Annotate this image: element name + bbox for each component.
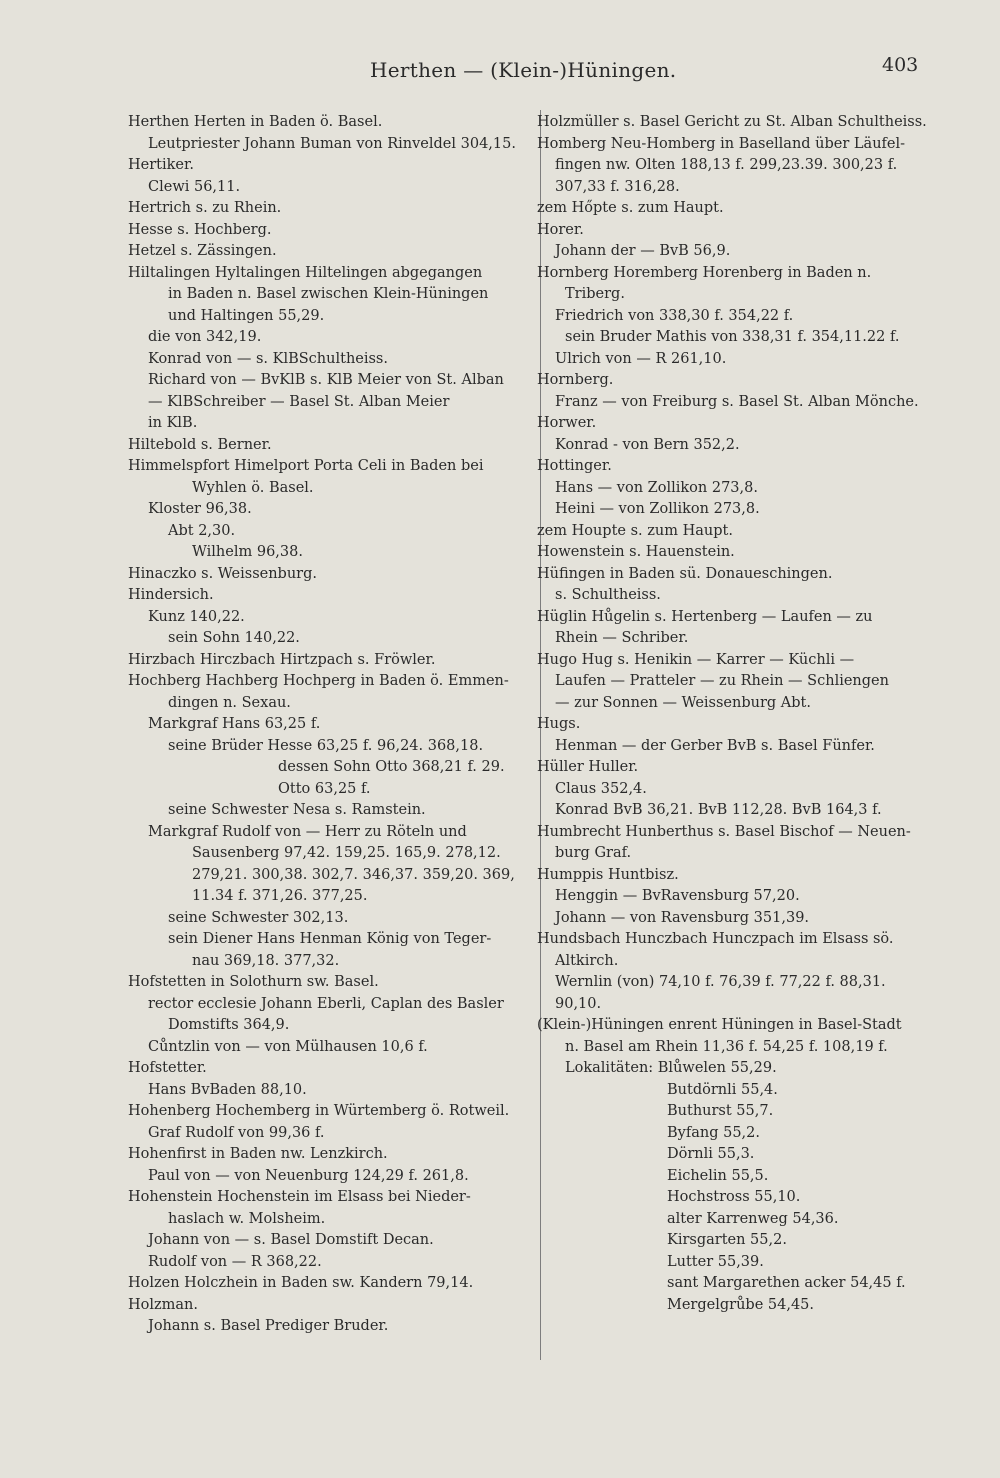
- page-number: 403: [882, 54, 919, 76]
- running-header: [0, 54, 1000, 90]
- index-subentry: 90,10.: [555, 995, 602, 1012]
- index-subentry: Markgraf Rudolf von — Herr zu Röteln und: [148, 823, 467, 840]
- index-subentry: Konrad von — s. KlBSchultheiss.: [148, 350, 388, 367]
- index-subentry: s. Schultheiss.: [555, 587, 661, 603]
- index-subentry: Buthurst 55,7.: [667, 1103, 774, 1119]
- index-subentry: sant Margarethen acker 54,45 f.: [667, 1275, 906, 1291]
- index-subentry: Hans — von Zollikon 273,8.: [555, 479, 758, 496]
- index-subentry: Dörnli 55,3.: [667, 1146, 755, 1162]
- index-subentry: Konrad BvB 36,21. BvB 112,28. BvB 164,3 f.: [555, 802, 882, 818]
- index-subentry: alter Karrenweg 54,36.: [667, 1210, 839, 1227]
- index-entry: Hüller Huller.: [537, 759, 639, 775]
- index-subentry: Domstifts 364,9.: [168, 1017, 290, 1033]
- index-entry: Hugs.: [537, 716, 581, 732]
- index-entry: Hornberg.: [537, 372, 614, 388]
- index-subentry: Rhein — Schriber.: [555, 630, 689, 646]
- index-subentry: — zur Sonnen — Weissenburg Abt.: [555, 694, 811, 711]
- index-subentry: seine Brüder Hesse 63,25 f. 96,24. 368,18.: [168, 737, 484, 754]
- index-subentry: Clewi 56,11.: [148, 178, 241, 195]
- index-subentry: haslach w. Molsheim.: [168, 1210, 326, 1227]
- index-subentry: dingen n. Sexau.: [168, 694, 291, 711]
- index-subentry: 279,21. 300,38. 302,7. 346,37. 359,20. 369,: [192, 866, 515, 883]
- index-subentry: burg Graf.: [555, 845, 632, 861]
- index-subentry: sein Sohn 140,22.: [168, 630, 300, 646]
- index-subentry: die von 342,19.: [148, 329, 262, 345]
- index-entry: Himmelspfort Himelport Porta Celi in Baden bei: [128, 458, 484, 474]
- index-subentry: n. Basel am Rhein 11,36 f. 54,25 f. 108,19 f.: [565, 1038, 888, 1055]
- index-subentry: Johann von — s. Basel Domstift Decan.: [148, 1232, 434, 1248]
- index-subentry: seine Schwester 302,13.: [168, 909, 349, 926]
- index-entry: Hohenstein Hochenstein im Elsass bei Nieder-: [128, 1189, 471, 1205]
- right-column: [537, 112, 935, 1316]
- index-subentry: Altkirch.: [555, 952, 619, 969]
- index-subentry: sein Diener Hans Henman König von Teger-: [168, 931, 492, 947]
- index-subentry: fingen nw. Olten 188,13 f. 299,23.39. 300,23 f.: [555, 157, 898, 173]
- index-subentry: Laufen — Pratteler — zu Rhein — Schliengen: [555, 673, 889, 689]
- index-subentry: 11.34 f. 371,26. 377,25.: [192, 888, 368, 904]
- index-entry: Hesse s. Hochberg.: [128, 221, 272, 238]
- index-entry: Hüglin Hůgelin s. Hertenberg — Laufen — zu: [537, 608, 873, 625]
- index-subentry: Graf Rudolf von 99,36 f.: [148, 1124, 325, 1141]
- index-subentry: Sausenberg 97,42. 159,25. 165,9. 278,12.: [192, 845, 501, 861]
- index-subentry: — KlBSchreiber — Basel St. Alban Meier: [148, 393, 450, 410]
- index-entry: Hugo Hug s. Henikin — Karrer — Küchli —: [537, 651, 855, 668]
- index-entry: Herthen Herten in Baden ö. Basel.: [128, 114, 383, 130]
- index-subentry: Hans BvBaden 88,10.: [148, 1081, 307, 1098]
- index-subentry: in Baden n. Basel zwischen Klein-Hüningen: [168, 286, 489, 302]
- index-subentry: Wyhlen ö. Basel.: [192, 479, 314, 496]
- index-subentry: Kloster 96,38.: [148, 501, 252, 517]
- index-subentry: Leutpriester Johann Buman von Rinveldel 304,15.: [148, 135, 516, 152]
- index-subentry: Cůntzlin von — von Mülhausen 10,6 f.: [148, 1038, 428, 1055]
- index-entry: Hornberg Horemberg Horenberg in Baden n.: [537, 264, 872, 281]
- index-subentry: Kunz 140,22.: [148, 608, 245, 625]
- index-subentry: Triberg.: [565, 286, 625, 302]
- index-subentry: Eichelin 55,5.: [667, 1167, 769, 1184]
- index-entry: Hirzbach Hirczbach Hirtzpach s. Fröwler.: [128, 651, 436, 668]
- index-subentry: 307,33 f. 316,28.: [555, 178, 680, 195]
- index-subentry: Ulrich von — R 261,10.: [555, 350, 727, 367]
- index-entry: Hüfingen in Baden sü. Donaueschingen.: [537, 565, 833, 582]
- index-subentry: nau 369,18. 377,32.: [192, 952, 340, 969]
- index-entry: Hindersich.: [128, 587, 214, 603]
- index-entry: Howenstein s. Hauenstein.: [537, 544, 735, 560]
- index-subentry: Henggin — BvRavensburg 57,20.: [555, 888, 800, 904]
- index-entry: Hundsbach Hunczbach Hunczpach im Elsass sö.: [537, 931, 894, 947]
- index-subentry: Johann der — BvB 56,9.: [555, 243, 731, 259]
- index-subentry: Richard von — BvKlB s. KlB Meier von St. Alban: [148, 372, 504, 388]
- index-entry: Holzmüller s. Basel Gericht zu St. Alban Schultheiss.: [537, 114, 927, 130]
- index-subentry: Franz — von Freiburg s. Basel St. Alban Mönche.: [555, 393, 919, 410]
- index-entry: Humppis Huntbisz.: [537, 866, 679, 883]
- index-entry: Hertiker.: [128, 157, 194, 173]
- index-entry: Hiltebold s. Berner.: [128, 436, 272, 453]
- index-entry: Hetzel s. Zässingen.: [128, 243, 277, 259]
- index-entry: Hinaczko s. Weissenburg.: [128, 565, 317, 582]
- index-subentry: sein Bruder Mathis von 338,31 f. 354,11.22 f.: [565, 329, 900, 345]
- index-subentry: in KlB.: [148, 415, 198, 431]
- index-entry: Humbrecht Hunberthus s. Basel Bischof — Neuen-: [537, 823, 911, 840]
- index-subentry: seine Schwester Nesa s. Ramstein.: [168, 802, 426, 818]
- index-subentry: Claus 352,4.: [555, 780, 647, 797]
- index-subentry: Markgraf Hans 63,25 f.: [148, 716, 321, 732]
- index-subentry: Johann — von Ravensburg 351,39.: [555, 909, 810, 926]
- index-entry: Hertrich s. zu Rhein.: [128, 200, 282, 216]
- index-subentry: Heini — von Zollikon 273,8.: [555, 501, 760, 517]
- index-subentry: Henman — der Gerber BvB s. Basel Fünfer.: [555, 737, 875, 754]
- index-entry: Hofstetter.: [128, 1060, 207, 1076]
- index-entry: Holzen Holczhein in Baden sw. Kandern 79,14.: [128, 1275, 474, 1291]
- left-column: [128, 112, 532, 1338]
- index-entry: Horer.: [537, 221, 584, 238]
- index-subentry: Kirsgarten 55,2.: [667, 1232, 787, 1248]
- index-entry: zem Houpte s. zum Haupt.: [537, 522, 733, 539]
- index-subentry: und Haltingen 55,29.: [168, 307, 325, 324]
- index-entry: zem Hőpte s. zum Haupt.: [537, 200, 724, 216]
- index-subentry: Otto 63,25 f.: [278, 780, 371, 797]
- index-entry: Hottinger.: [537, 458, 612, 474]
- index-entry: Holzman.: [128, 1296, 198, 1313]
- index-entry: Hohenberg Hochemberg in Würtemberg ö. Rotweil.: [128, 1103, 510, 1119]
- index-subentry: Wilhelm 96,38.: [192, 544, 303, 560]
- index-subentry: Rudolf von — R 368,22.: [148, 1253, 322, 1270]
- index-subentry: Lokalitäten: Blůwelen 55,29.: [565, 1060, 777, 1076]
- index-subentry: Friedrich von 338,30 f. 354,22 f.: [555, 307, 794, 324]
- index-subentry: Konrad - von Bern 352,2.: [555, 436, 740, 453]
- index-subentry: Butdörnli 55,4.: [667, 1081, 778, 1098]
- index-entry: Hohenfirst in Baden nw. Lenzkirch.: [128, 1146, 388, 1162]
- index-entry: Hiltalingen Hyltalingen Hiltelingen abgegangen: [128, 264, 483, 281]
- index-subentry: Wernlin (von) 74,10 f. 76,39 f. 77,22 f. 88,31.: [555, 974, 886, 990]
- index-subentry: dessen Sohn Otto 368,21 f. 29.: [278, 759, 505, 775]
- index-entry: (Klein-)Hüningen enrent Hüningen in Basel-Stadt: [537, 1017, 902, 1033]
- index-subentry: Johann s. Basel Prediger Bruder.: [148, 1318, 389, 1334]
- index-subentry: rector ecclesie Johann Eberli, Caplan des Basler: [148, 995, 504, 1012]
- index-subentry: Paul von — von Neuenburg 124,29 f. 261,8.: [148, 1167, 469, 1184]
- page-title: Herthen — (Klein-)Hüningen.: [370, 58, 677, 82]
- index-entry: Homberg Neu-Homberg in Baselland über Läufel-: [537, 135, 906, 152]
- index-subentry: Abt 2,30.: [168, 522, 236, 539]
- index-entry: Hochberg Hachberg Hochperg in Baden ö. Emmen-: [128, 673, 509, 689]
- index-subentry: Lutter 55,39.: [667, 1253, 764, 1270]
- index-entry: Horwer.: [537, 415, 597, 431]
- index-subentry: Hochstross 55,10.: [667, 1189, 801, 1205]
- index-subentry: Mergelgrůbe 54,45.: [667, 1296, 815, 1313]
- index-entry: Hofstetten in Solothurn sw. Basel.: [128, 974, 379, 990]
- index-subentry: Byfang 55,2.: [667, 1124, 760, 1141]
